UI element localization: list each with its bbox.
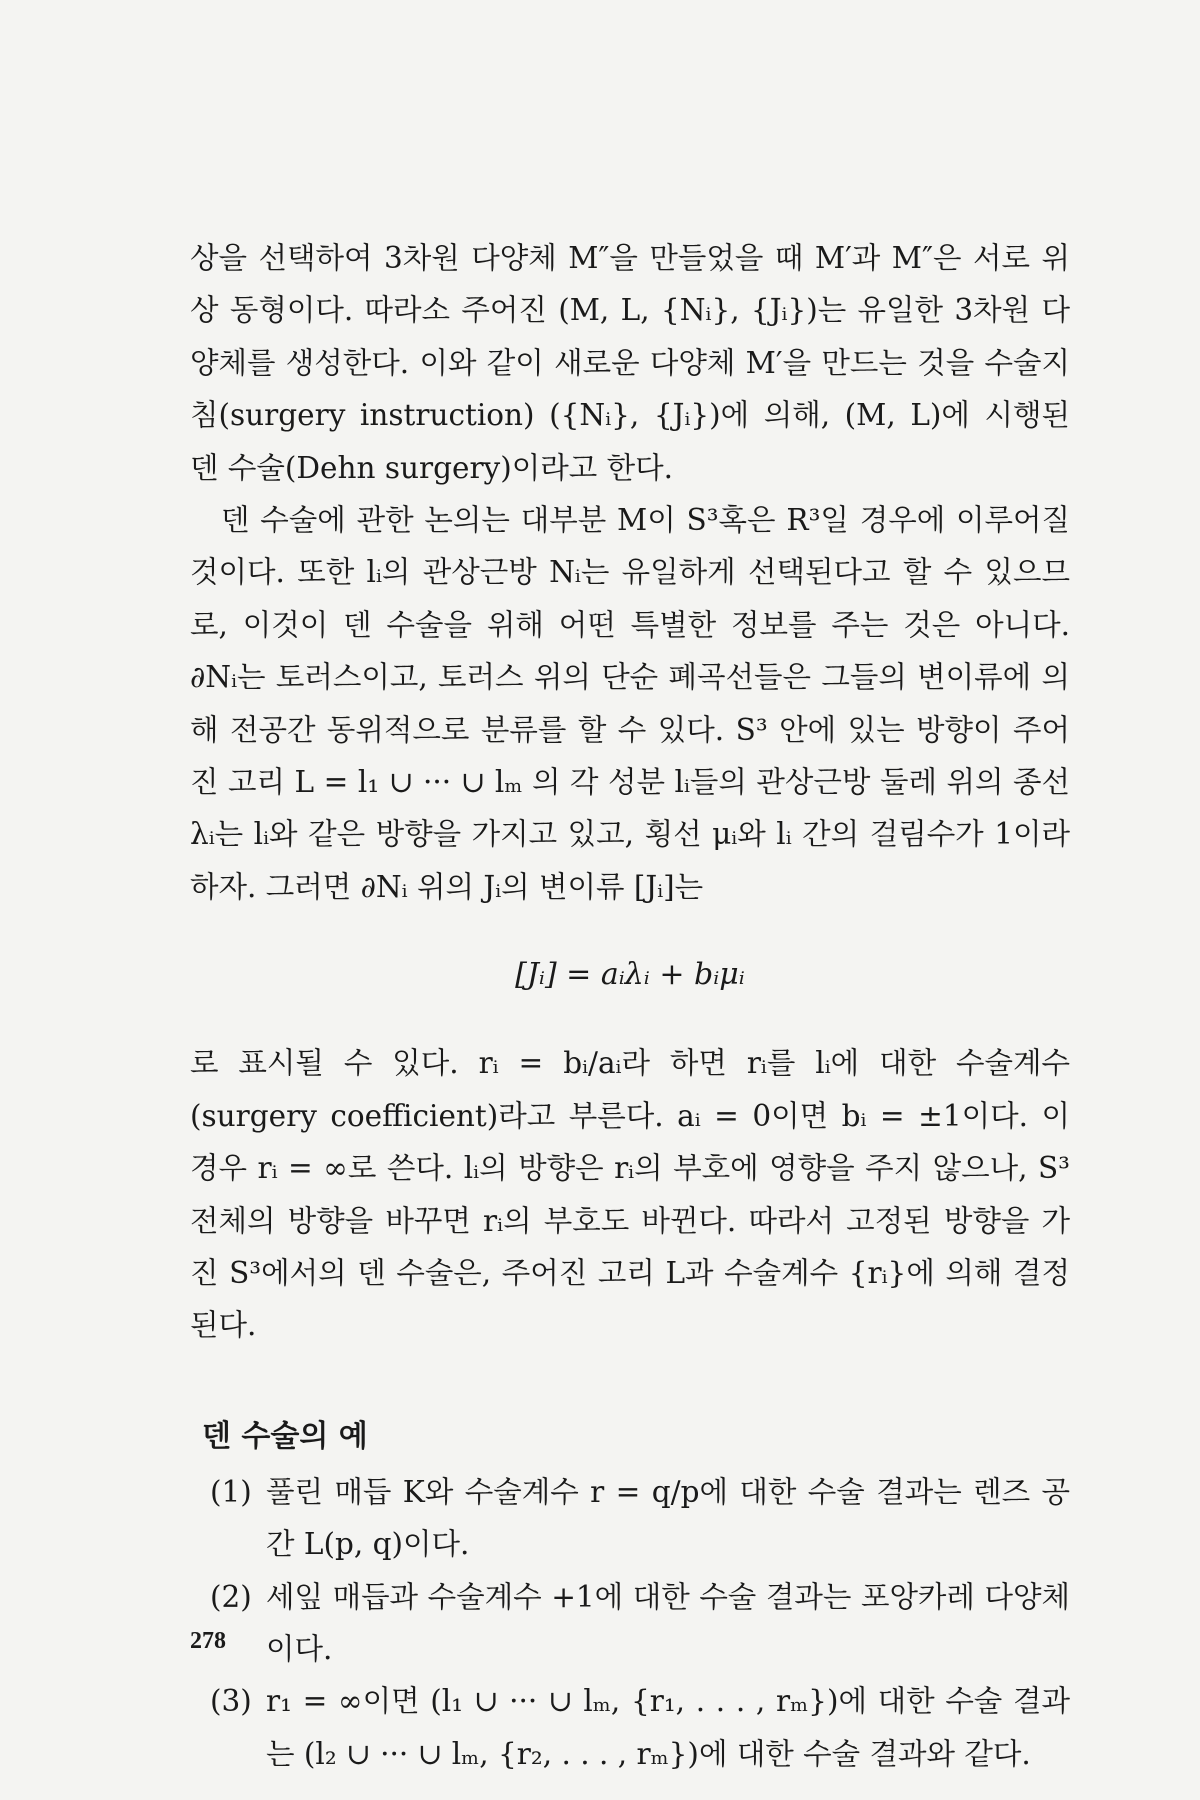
example-number: (3) bbox=[210, 1684, 252, 1719]
example-text: 풀린 매듭 K와 수술계수 r = q/p에 대한 수술 결과는 렌즈 공간 L(p, q)이다. bbox=[266, 1474, 1070, 1562]
paragraph-surgery-discussion: 덴 수술에 관한 논의는 대부분 M이 S³혹은 R³일 경우에 이루어질 것이다. 또한 lᵢ의 관상근방 Nᵢ는 유일하게 선택된다고 할 수 있으므로, 이것이 덴 수술을 위해 어떤 특별한 정보를 주는 것은 아니다. ∂Nᵢ는 토러스이고, 토러스 위의 단순 폐곡선들은 그들의 변이류에 의해 전공간 동위적으로 분류를 할 수 있다. S³ 안에 있는 방향이 주어진 고리 L = l₁ ∪ ··· ∪ lₘ 의 각 성분 lᵢ들의 관상근방 둘레 위의 종선 λᵢ는 lᵢ와 같은 방향을 가지고 있고, 횡선 μᵢ와 lᵢ 간의 걸림수가 1이라 하자. 그러면 ∂Nᵢ 위의 Jᵢ의 변이류 [Jᵢ]는 bbox=[190, 503, 1070, 904]
section-title-examples: 덴 수술의 예 bbox=[202, 1418, 368, 1454]
example-item-1 bbox=[210, 1466, 1070, 1571]
page-body bbox=[190, 232, 1070, 1780]
equation-homology-class: [Jᵢ] = aᵢλᵢ + bᵢμᵢ bbox=[515, 957, 745, 993]
example-number: (2) bbox=[210, 1579, 252, 1614]
paragraph-surgery-coefficient: 로 표시될 수 있다. rᵢ = bᵢ/aᵢ라 하면 rᵢ를 lᵢ에 대한 수술계수(surgery coefficient)라고 부른다. aᵢ = 0이면 bᵢ = ±1이다. 이 경우 rᵢ = ∞로 쓴다. lᵢ의 방향은 rᵢ의 부호에 영향을 주지 않으나, S³전체의 방향을 바꾸면 rᵢ의 부호도 바뀐다. 따라서 고정된 방향을 가진 S³에서의 덴 수술은, 주어진 고리 L과 수술계수 {rᵢ}에 의해 결정된다. bbox=[190, 1046, 1070, 1343]
example-number: (1) bbox=[210, 1474, 252, 1509]
paragraph-surgery-definition: 상을 선택하여 3차원 다양체 M″을 만들었을 때 M′과 M″은 서로 위상 동형이다. 따라소 주어진 (M, L, {Nᵢ}, {Jᵢ})는 유일한 3차원 다양체를 생성한다. 이와 같이 새로운 다양체 M′을 만드는 것을 수술지침(surgery instruction) ({Nᵢ}, {Jᵢ})에 의해, (M, L)에 시행된 덴 수술(Dehn surgery)이라고 한다. bbox=[190, 241, 1070, 485]
example-item-3 bbox=[210, 1675, 1070, 1780]
example-item-2 bbox=[210, 1571, 1070, 1676]
page-number: 278 bbox=[190, 1628, 226, 1654]
example-text: r₁ = ∞이면 (l₁ ∪ ··· ∪ lₘ, {r₁, . . . , rₘ})에 대한 수술 결과는 (l₂ ∪ ··· ∪ lₘ, {r₂, . . . , rₘ})에 대한 수술 결과와 같다. bbox=[266, 1684, 1070, 1771]
example-text: 세잎 매듭과 수술계수 +1에 대한 수술 결과는 포앙카레 다양체이다. bbox=[266, 1579, 1070, 1666]
